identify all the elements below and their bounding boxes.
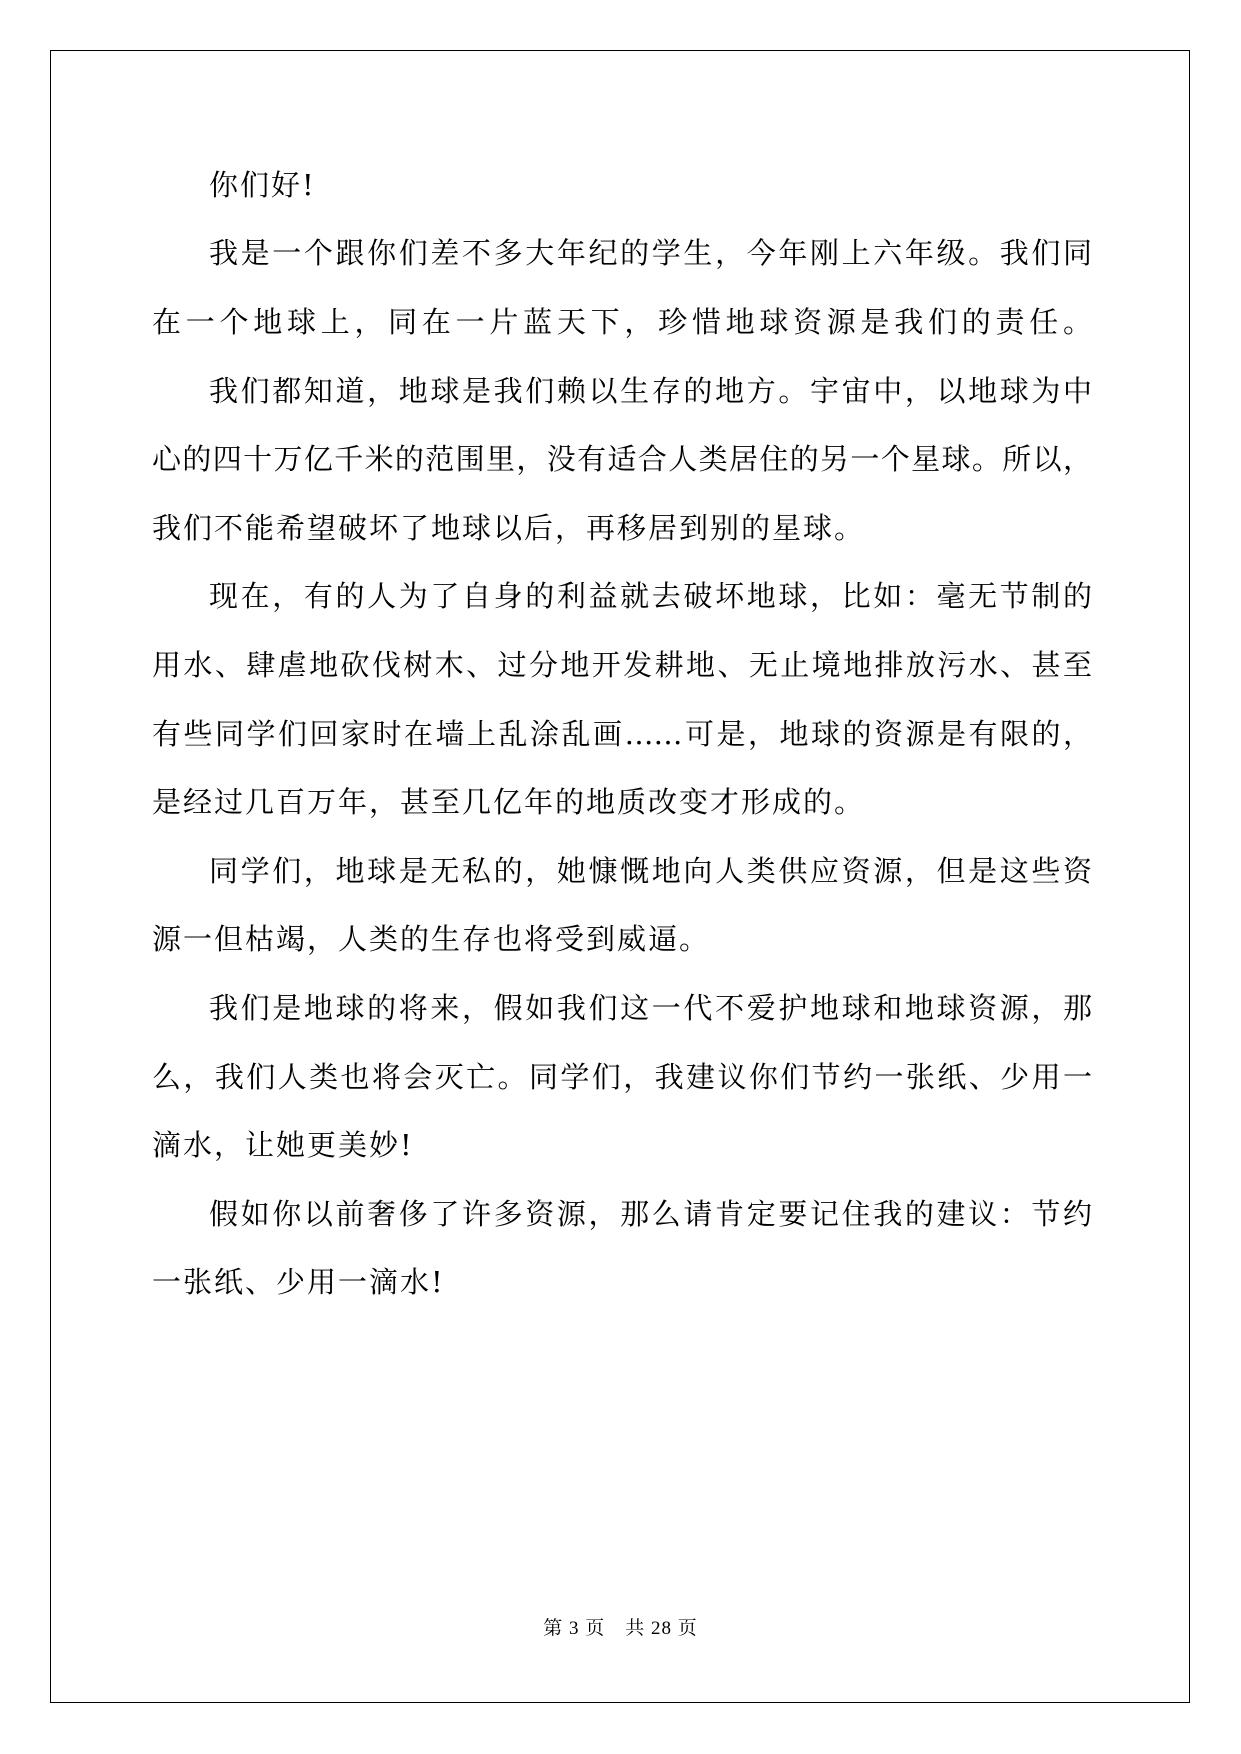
paragraph-line: 现在，有的人为了自身的利益就去破坏地球，比如：毫无节制的: [209, 579, 1092, 613]
paragraph-line: 同学们，地球是无私的，她慷慨地向人类供应资源，但是这些资: [209, 854, 1092, 888]
paragraph-line: 用水、肆虐地砍伐树木、过分地开发耕地、无止境地排放污水、甚至: [152, 648, 1092, 682]
paragraph-line: 假如你以前奢侈了许多资源，那么请肯定要记住我的建议：节约: [209, 1197, 1092, 1231]
greeting-line: 你们好!: [209, 168, 316, 202]
paragraph-line: 源一但枯竭，人类的生存也将受到威逼。: [152, 922, 711, 956]
paragraph-line: 我是一个跟你们差不多大年纪的学生，今年刚上六年级。我们同: [209, 236, 1092, 270]
paragraph-line: 么，我们人类也将会灭亡。同学们，我建议你们节约一张纸、少用一: [152, 1060, 1092, 1094]
paragraph-line: 心的四十万亿千米的范围里，没有适合人类居住的另一个星球。所以，: [152, 442, 1092, 476]
paragraph-line: 我们不能希望破坏了地球以后，再移居到别的星球。: [152, 511, 866, 545]
paragraph-line: 我们是地球的将来，假如我们这一代不爱护地球和地球资源，那: [209, 991, 1092, 1025]
paragraph-line: 在一个地球上，同在一片蓝天下，珍惜地球资源是我们的责任。: [152, 305, 1092, 339]
page-number-footer: 第 3 页 共 28 页: [543, 1618, 698, 1639]
paragraph-line: 是经过几百万年，甚至几亿年的地质改变才形成的。: [152, 785, 866, 819]
paragraph-line: 一张纸、少用一滴水!: [152, 1265, 445, 1299]
paragraph-line: 滴水，让她更美妙!: [152, 1128, 414, 1162]
paragraph-line: 有些同学们回家时在墙上乱涂乱画……可是，地球的资源是有限的，: [152, 717, 1092, 751]
paragraph-line: 我们都知道，地球是我们赖以生存的地方。宇宙中，以地球为中: [209, 374, 1092, 408]
